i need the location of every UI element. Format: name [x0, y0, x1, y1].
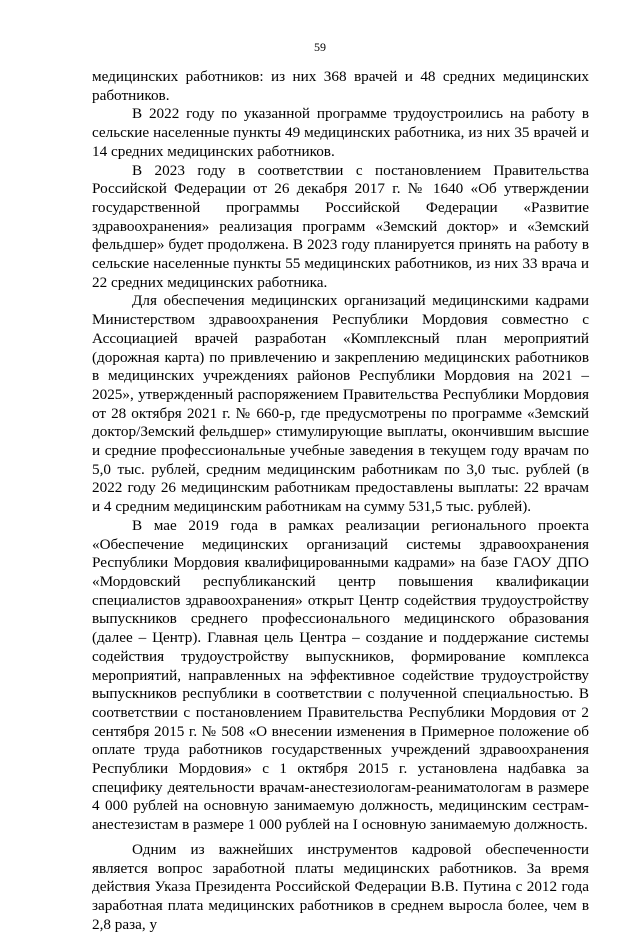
paragraph-roadmap-plan: Для обеспечения медицинских организаций медицинскими кадрами Министерством здравоохранения Республики Мордовия совместно с Ассоциацией врачей разработан «Комплексный план мероприятий (дорожная карта) по привлечению и закреплению медицинских работников в медицинских учреждениях районов Республики Мордовия на 2021 – 2025», утвержденный распоряжением Правительства Республики Мордовия от 28 октября 2021 г. № 660-р, где предусмотрены по программе «Земский доктор/Земский фельдшер» стимулирующие выплаты, окончившим высшие и средние профессиональные учебные заведения в текущем году врачам по 5,0 тыс. рублей, средним медицинским работникам по 3,0 тыс. рублей (в 2022 году 26 медицинским работникам предоставлены выплаты: 22 врачам и 4 средним медицинским работникам на сумму 531,5 тыс. рублей).	[92, 292, 589, 516]
paragraph-salary: Одним из важнейших инструментов кадровой обеспеченности является вопрос заработной платы медицинских работников. За время действия Указа Президента Российской Федерации В.В. Путина с 2012 года заработная плата медицинских работников в среднем выросла более, чем в 2,8 раза, у	[92, 840, 589, 933]
paragraph-2022-employment: В 2022 году по указанной программе трудоустроились на работу в сельские населенные пункты 49 медицинских работника, из них 35 врачей и 14 средних медицинских работников.	[92, 105, 589, 160]
paragraph-2023-program: В 2023 году в соответствии с постановлением Правительства Российской Федерации от 26 декабря 2017 г. № 1640 «Об утверждении государственной программы Российской Федерации «Развитие здравоохранения» реализация программ «Земский доктор» и «Земский фельдшер» будет продолжена. В 2023 году планируется принять на работу в сельские населенные пункты 55 медицинских работников, из них 33 врача и 22 средних медицинских работника.	[92, 161, 589, 291]
page-number: 59	[314, 40, 326, 54]
body-text	[92, 68, 589, 934]
paragraph-continuation: медицинских работников: из них 368 врачей и 48 средних медицинских работников.	[92, 68, 589, 104]
paragraph-employment-center: В мае 2019 года в рамках реализации регионального проекта «Обеспечение медицинских организаций системы здравоохранения Республики Мордовия квалифицированными кадрами» на базе ГАОУ ДПО «Мордовский республиканский центр повышения квалификации специалистов здравоохранения» открыт Центр содействия трудоустройству выпускников среднего профессионального медицинского образования (далее – Центр). Главная цель Центра – создание и поддержание системы содействия трудоустройству выпускников, формирование комплекса мероприятий, направленных на эффективное содействие трудоустройству выпускников республики в соответствии с полученной специальностью. В соответствии с постановлением Правительства Республики Мордовия от 2 сентября 2015 г. № 508 «О внесении изменения в Примерное положение об оплате труда работников государственных учреждений здравоохранения Республики Мордовия» с 1 октября 2015 г. установлена надбавка за специфику деятельности врачам-анестезиологам-реаниматологам в размере 4 000 рублей на основную занимаемую должность, медицинским сестрам-анестезистам в размере 1 000 рублей на I основную занимаемую должность.	[92, 516, 589, 834]
